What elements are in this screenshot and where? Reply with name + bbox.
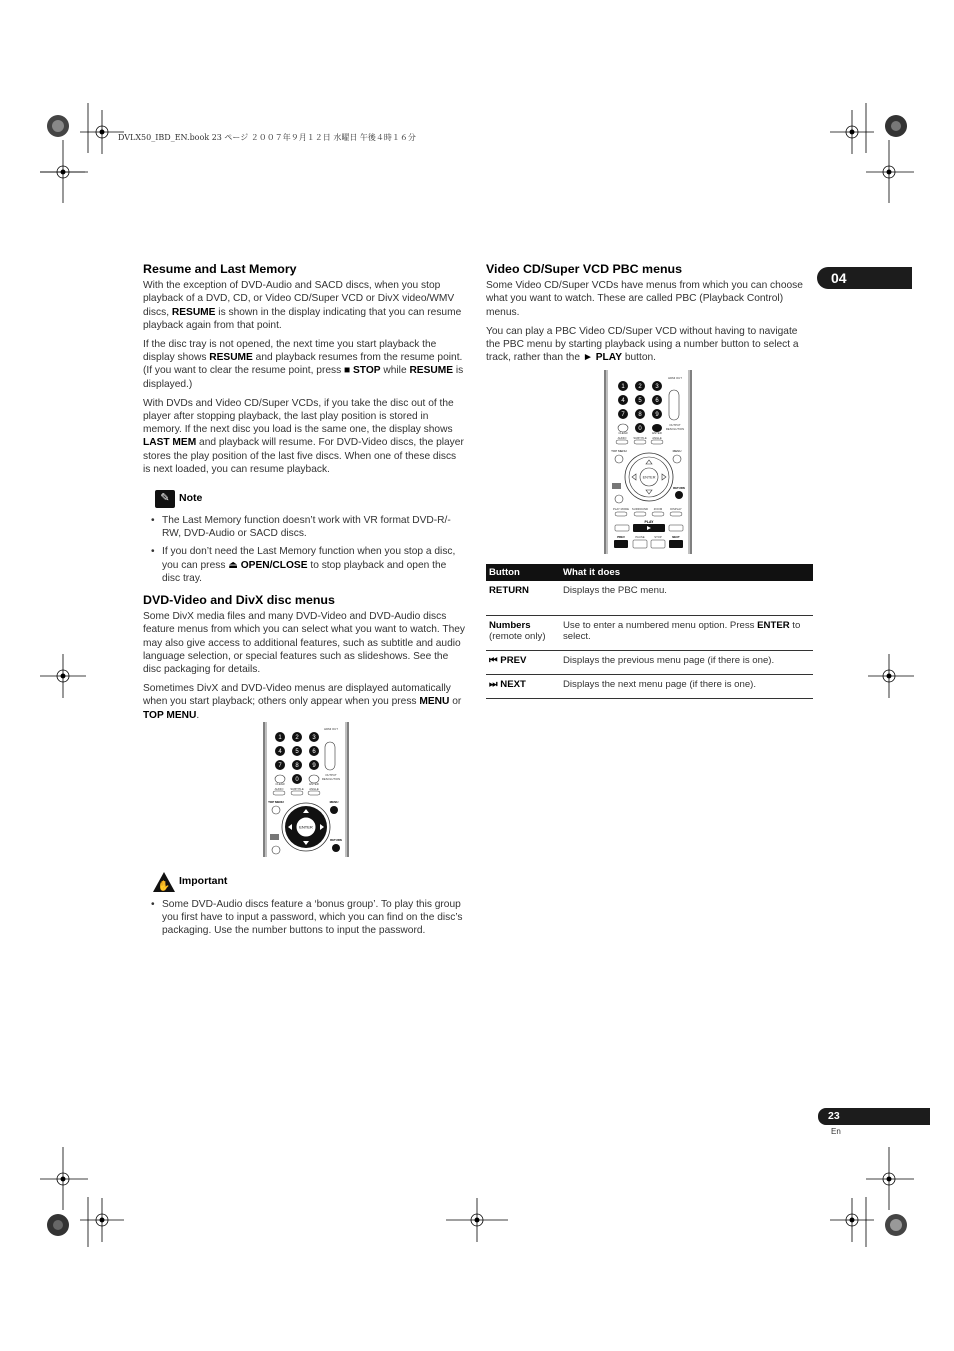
dvd-p2: Sometimes DivX and DVD-Video menus are displayed automatically when you start playback; others only appear when you press MENU or TOP MENU. [143,683,462,721]
list-item: • The Last Memory function doesn’t work with VR format DVD-R/-RW, DVD-Audio or SACD discs. [143,514,466,540]
digit-4: 4 [278,749,282,755]
enter-label: ENTER [299,824,313,830]
angle-label: ANGLE [309,787,319,791]
top-menu-label: TOP MENU [611,449,627,453]
enter-label: ENTER [642,475,656,480]
output-label: OUTPUT [669,423,681,427]
return-label: RETURN [673,486,685,490]
surround-label: SURROUND [631,507,649,511]
menu-label: MENU [672,449,682,453]
remote-illustration-menus [262,722,350,857]
vcd-p1: Some Video CD/Super VCDs have menus from which you can choose what you want to watch. These are called PBC (Playback Control) menus. [486,280,803,318]
digit-7: 7 [278,763,282,769]
list-item: • If you don’t need the Last Memory function when you stop a disc, you can press ⏏ OPEN/CLOSE to stop playback and open the disc tray. [143,545,466,585]
digit-2: 2 [295,735,299,741]
resolution-label: RESOLUTION [321,777,341,781]
digit-1: 1 [278,735,282,741]
digit-9: 9 [655,412,659,418]
resume-p1: With the exception of DVD-Audio and SACD discs, when you stop playback of a DVD, CD, or Video CD/Super VCD or DivX video/WMV discs, RESUME is shown in the display indicating that you can resume playback again from that point. [143,280,462,331]
output-label: OUTPUT [325,773,337,777]
enter-small-label: ENTER [652,431,662,435]
page-number: 23 [818,1108,930,1125]
right-column [486,263,809,370]
important-list [143,898,466,938]
hdmi-label: HDMI OUT [324,727,338,731]
dvd-p1: Some DivX media files and many DVD-Video and DVD-Audio discs feature menus from which you can select what you want to watch. They may also give access to additional features, such as subtitle and audio language selection, or special features such as slideshows. See the disc packaging for details. [143,611,466,676]
note-list [143,514,466,585]
resume-p2: If the disc tray is not opened, the next time you start playback the display shows RESUME and playback resumes from the resume point. (If you want to clear the resume point, press ■ STOP while RESUME is displayed.) [143,339,464,390]
vcd-p2: You can play a PBC Video CD/Super VCD without having to navigate the PBC menu by starting playback using a number button to select a track, rather than the ► PLAY button. [486,325,799,364]
digit-1: 1 [621,384,625,390]
subtitle-label: SUBTITLE [290,787,304,791]
play-label: PLAY [644,520,654,524]
enter-small-label: ENTER [309,782,319,786]
dvd-heading: DVD-Video and DivX disc menus [143,593,335,608]
important-section [143,872,466,943]
angle-label: ANGLE [652,436,662,440]
next-label: NEXT [672,535,680,539]
stop-label: STOP [654,535,662,539]
prev-label: PREV [617,535,625,539]
zoom-label: ZOOM [653,507,663,511]
pbc-button-table [486,564,813,699]
table-header-button: Button [486,564,560,581]
audio-label: AUDIO [617,436,627,440]
important-label: Important [179,875,228,888]
digit-2: 2 [638,384,642,390]
digit-6: 6 [655,398,659,404]
resume-heading: Resume and Last Memory [143,262,297,276]
note-callout [155,490,466,508]
digit-5: 5 [638,398,642,404]
clear-label: CLEAR [275,782,285,786]
top-menu-button [272,806,280,814]
digit-3: 3 [655,384,659,390]
digit-9: 9 [312,763,316,769]
file-header: DVLX50_IBD_EN.book 23 ページ ２００７年９月１２日 水曜日 午後４時１６分 [118,133,416,142]
clear-label: CLEAR [618,431,628,435]
top-menu-label: TOP MENU [268,800,284,804]
pause-label: PAUSE [635,535,645,539]
menu-button [330,806,338,814]
menu-label: MENU [329,800,339,804]
table-row: ⏭ NEXT Displays the next menu page (if there is one). [486,675,813,699]
table-row: Numbers (remote only) Use to enter a numbered menu option. Press ENTER to select. [486,616,813,651]
subtitle-label: SUBTITLE [633,436,647,440]
vcd-heading: Video CD/Super VCD PBC menus [486,262,682,276]
pencil-icon: ✎ [155,490,175,508]
digit-3: 3 [312,735,316,741]
hdmi-label: HDMI OUT [668,376,682,380]
digit-4: 4 [621,398,625,404]
resolution-label: RESOLUTION [665,427,685,431]
audio-label: AUDIO [274,787,284,791]
digit-0: 0 [638,426,642,432]
left-column [143,263,466,728]
digit-8: 8 [638,412,642,418]
digit-7: 7 [621,412,625,418]
return-label: RETURN [330,838,342,842]
chapter-tab: 04 [817,267,912,289]
play-mode-label: PLAY MODE [612,507,630,511]
display-label: DISPLAY [670,507,682,511]
remote-illustration-pbc [603,370,693,554]
table-header-what: What it does [560,564,813,581]
digit-6: 6 [312,749,316,755]
list-item: • Some DVD-Audio discs feature a ‘bonus group’. To play this group you first have to input a password, which you can find on the disc’s packaging. Use the number buttons to input the password. [143,898,466,938]
note-label: Note [179,492,203,505]
table-row: RETURN Displays the PBC menu. [486,581,813,616]
page-language: En [831,1127,841,1136]
table-row: ⏮ PREV Displays the previous menu page (if there is one). [486,651,813,675]
warning-hand-icon [153,872,175,892]
digit-5: 5 [295,749,299,755]
resume-p3: With DVDs and Video CD/Super VCDs, if you take the disc out of the player after stopping playback, the last play position is stored in memory. If the next disc you load is the same one, the display shows LAST MEM and playback will resume. For DVD-Video discs, the player stores the play position of the last five discs. When one of these discs is next loaded, you can resume playback. [143,397,464,475]
important-callout [153,872,466,892]
digit-0: 0 [295,777,299,783]
digit-8: 8 [295,763,299,769]
svg-text:✋: ✋ [157,881,171,892]
